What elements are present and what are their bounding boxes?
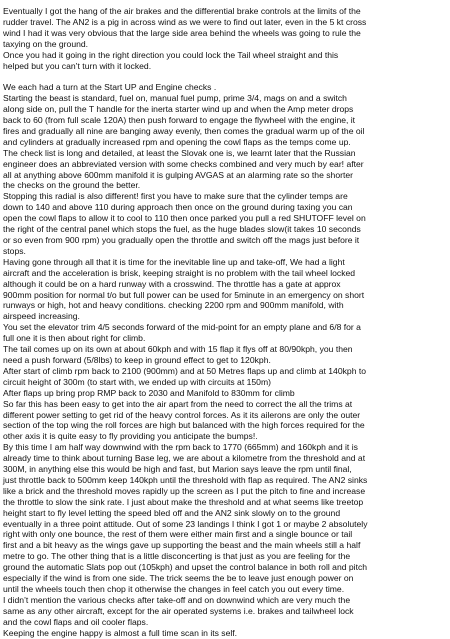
text-line: 300M, in anything else this would be high and fast, but Marion says leave the rpm until final, xyxy=(3,464,352,475)
text-line: and cylinders at gradually increased rpm and opening the cowl flaps as the temps come up. xyxy=(3,136,351,147)
text-line: ground the automatic Slats pop out (105kph) and upset the control balance in both roll and pitch xyxy=(3,562,368,573)
text-line: just throttle back to 500mm keep 140kph until the threshold with flap as required. The AN2 sinks xyxy=(3,474,368,485)
text-line: or so even from 900 rpm) you gradually open the throttle and switch off the mags just before it xyxy=(3,235,360,246)
text-line: right with only one bounce, the rest of them were either main first and a single bounce or tail xyxy=(3,529,353,540)
text-line: all at anything above 600mm manifold it is gulping AVGAS at an alarming rate so the shorter xyxy=(3,169,353,180)
paragraph xyxy=(3,366,447,388)
text-line: helped but you can’t turn with it locked. xyxy=(3,60,152,71)
paragraph xyxy=(3,50,447,72)
paragraph xyxy=(3,191,447,256)
paragraph xyxy=(3,93,447,191)
text-line: You set the elevator trim 4/5 seconds forward of the mid-point for an empty plane and 6/8 for a xyxy=(3,322,361,333)
text-line: need a push forward (5/8lbs) to keep in ground effect to get to 120kph. xyxy=(3,354,271,365)
text-line: Stopping this radial is also different! first you have to make sure that the cylinder temps are xyxy=(3,191,348,202)
text-line: airspeed increasing. xyxy=(3,311,80,322)
text-line: I didn’t mention the various checks after take-off and on downwind which are very much the xyxy=(3,594,351,605)
paragraph xyxy=(3,399,447,443)
paragraph xyxy=(3,6,447,50)
text-line: same as any other aircraft, except for the air operated systems i.e. brakes and tailwheel lock xyxy=(3,605,354,616)
paragraph xyxy=(3,442,447,595)
text-line: rudder travel. The AN2 is a pig in across wind as we were to find out later, even in the 5 kt cross xyxy=(3,16,367,27)
text-line: the throttle to slow the sink rate. I just about make the threshold and at what seems like treetop xyxy=(3,496,364,507)
text-line: full one it is then about right for climb. xyxy=(3,333,146,344)
text-line: different power setting to get rid of the heavy control forces. As it its ailerons are only the outer xyxy=(3,409,361,420)
text-line: other axis it is quite easy to fly providing you anticipate the bumps!. xyxy=(3,431,258,442)
text-line: runways or high, hot and heavy conditions. checking 2200 rpm and 900mm manifold, with xyxy=(3,300,344,311)
text-line: metre to go. The other thing that is a little disconcerting is that just as you are feeling for the xyxy=(3,551,351,562)
text-line: down to 140 and above 110 during approach then once on the ground during taxing you can xyxy=(3,202,353,213)
text-line: stops. xyxy=(3,245,26,256)
text-line: along side on, pull the T handle for the inerta starter wind up and when the Amp meter drops xyxy=(3,104,354,115)
text-line: After flaps up bring prop RMP back to 2030 and Manifold to 830mm for climb xyxy=(3,387,295,398)
text-line: Having gone through all that it is time for the inevitable line up and take-off, We had a light xyxy=(3,256,345,267)
text-line: Starting the beast is standard, fuel on, manual fuel pump, prime 3/4, mags on and a switch xyxy=(3,93,347,104)
paragraph xyxy=(3,344,447,366)
text-line: We each had a turn at the Start UP and Engine checks . xyxy=(3,82,217,93)
paragraph xyxy=(3,257,447,322)
paragraph xyxy=(3,82,447,93)
text-line: like a brick and the threshold moves rapidly up the screen as I put the pitch to fine and increase xyxy=(3,485,366,496)
text-line: although it could be on a hard runway with a crosswind. The throttle has a gate at approx xyxy=(3,278,341,289)
paragraph xyxy=(3,628,447,639)
text-line: 900mm position for normal t/o but full power can be used for 5minute in an emergency on short xyxy=(3,289,365,300)
text-line: aircraft and the acceleration is brisk, keeping straight is no problem with the tail wheel locked xyxy=(3,267,356,278)
text-line: circuit height of 300m (to start with, we ended up with circuits at 150m) xyxy=(3,376,271,387)
text-line: By this time I am half way downwind with the rpm back to 1770 (665mm) and 160kph and it is xyxy=(3,442,358,453)
text-line: first and a bit heavy as the wings gave up supporting the beast and the main wheels still a half xyxy=(3,540,361,551)
text-line: already time to think about turning Base leg, we are about a kilometre from the threshold and at xyxy=(3,453,366,464)
text-line: and the cowl flaps and oil cooler flaps. xyxy=(3,616,149,627)
text-line: the checks on the ground the better. xyxy=(3,180,141,191)
text-line: Eventually I got the hang of the air brakes and the differential brake controls at the limits of the xyxy=(3,6,361,16)
text-line: engineer does an abbreviated version with some checks combined and very much by ear! after xyxy=(3,158,364,169)
text-line: So far this has been easy to get into the air apart from the need to correct the all the trims at xyxy=(3,398,353,409)
text-line: open the cowl flaps to allow it to cool to 110 then once parked you pull a red SHUTOFF level on xyxy=(3,213,366,224)
text-line: the right of the central panel which stops the fuel, as the huge blades slow(it takes 10 seconds xyxy=(3,224,361,235)
text-line: The check list is long and detailed, at least the Slovak one is, we learnt later that the Russian xyxy=(3,147,356,158)
text-line: Keeping the engine happy is almost a full time scan in its self. xyxy=(3,627,238,638)
text-line: eventually in a three point attitude. Out of some 23 landings I think I got 1 or maybe 2 absolutely xyxy=(3,518,368,529)
text-line: especially if the wind is from one side. The trick seems the be to leave just enough power on xyxy=(3,573,354,584)
paragraph xyxy=(3,322,447,344)
text-line: wind I had it was very obvious that the large side area behind the wheels was going to rule the xyxy=(3,27,361,38)
document-body xyxy=(3,6,447,639)
text-line: fires and gradually all nine are banging away evenly, then comes the gradual warm up of the oil xyxy=(3,125,365,136)
text-line: back to 60 (from full scale 120A) then push forward to engage the flywheel with the engine, it xyxy=(3,115,356,126)
text-line: section of the top wing the roll forces are high but balanced with the high forces required for the xyxy=(3,420,365,431)
paragraph xyxy=(3,595,447,628)
text-line: height start to fly level letting the speed bled off and the AN2 sink slowly on to the ground xyxy=(3,507,341,518)
text-line: The tail comes up on its own at about 60kph and with 15 flap it flys off at 80/90kph, you then xyxy=(3,344,353,355)
text-line: Once you had it going in the right direction you could lock the Tail wheel straight and this xyxy=(3,49,339,60)
paragraph-spacer xyxy=(3,71,447,82)
paragraph xyxy=(3,388,447,399)
text-line: After start of climb rpm back to 2100 (900mm) and at 50 Metres flaps up and climb at 140kph to xyxy=(3,365,367,376)
text-line: taxying on the ground. xyxy=(3,38,89,49)
text-line: until the wheels touch then chop it otherwise the changes in feel catch you out every time. xyxy=(3,584,345,595)
